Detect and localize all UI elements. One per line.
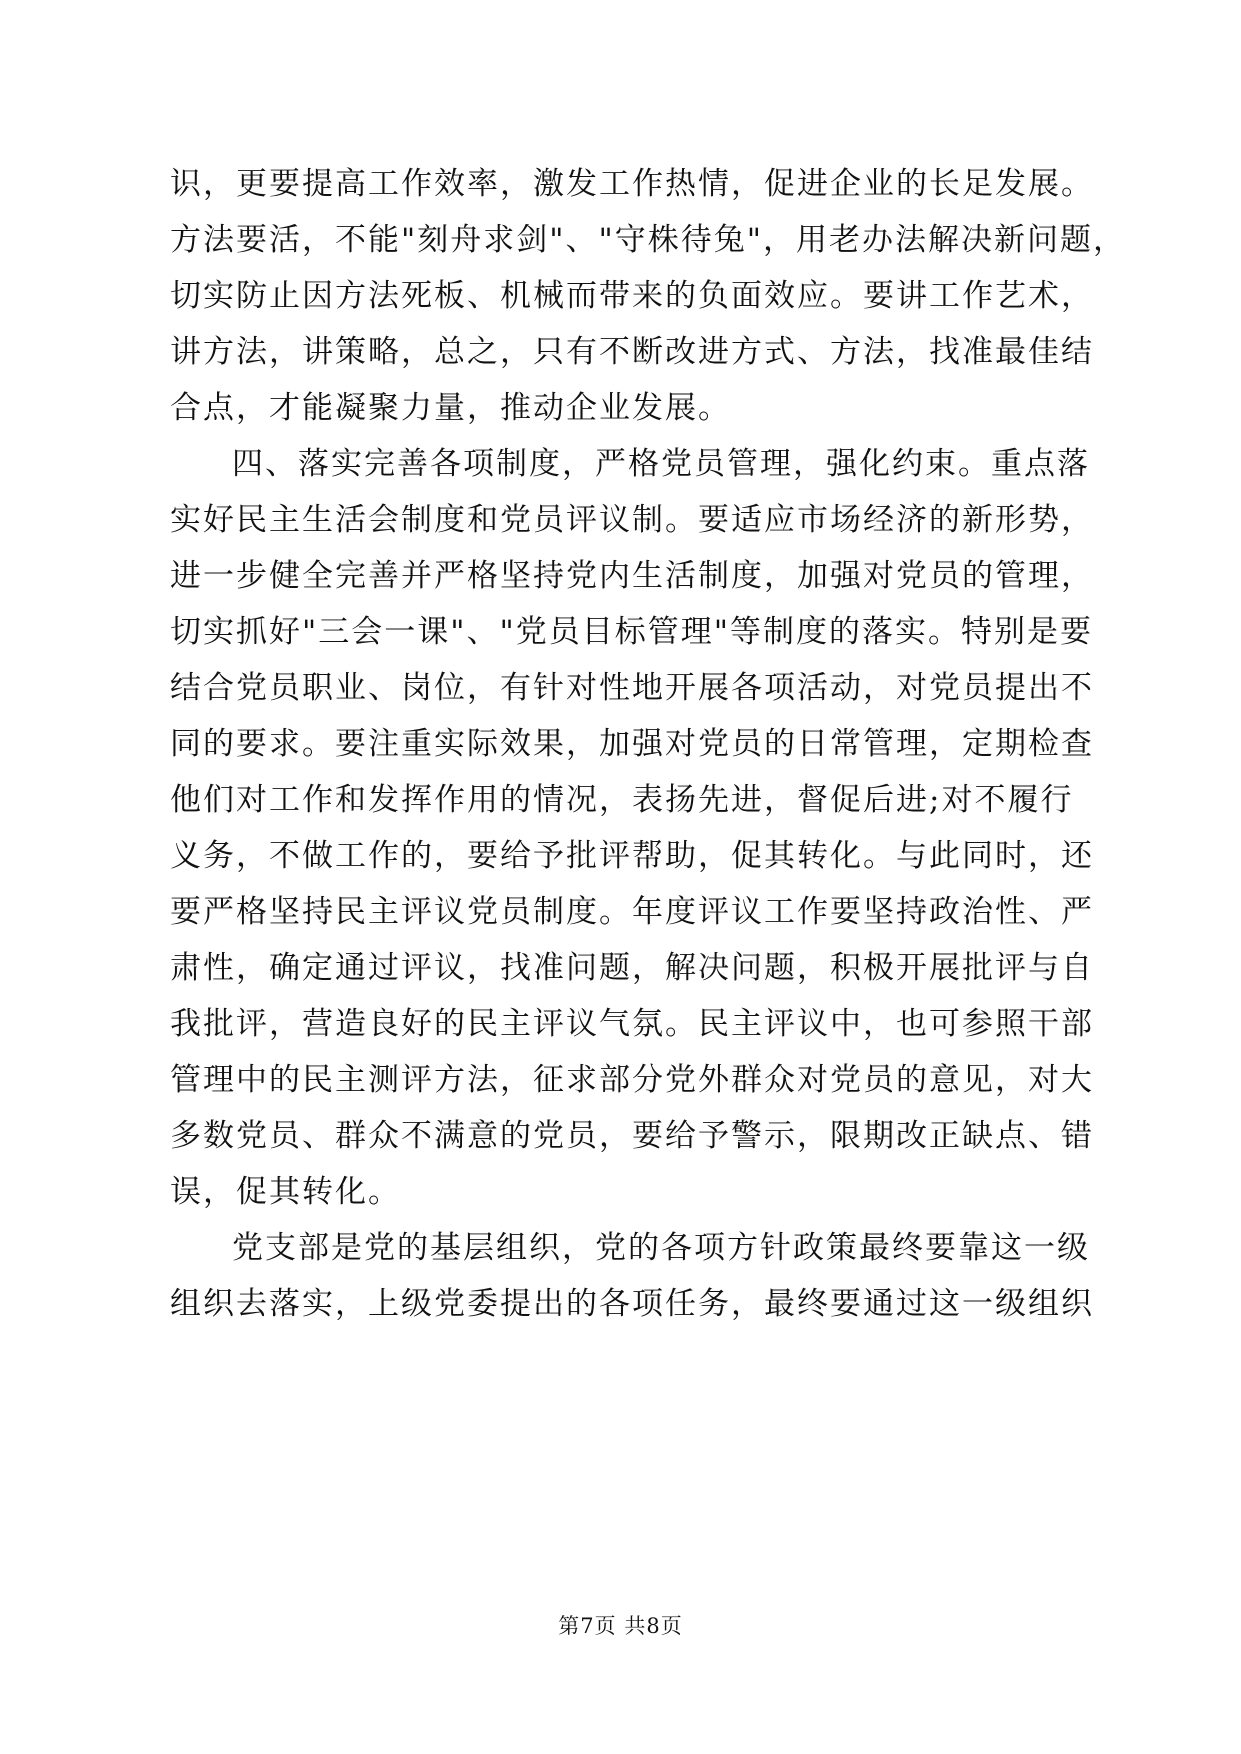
paragraph-start-line: 四、落实完善各项制度，严格党员管理，强化约束。重点落: [232, 446, 1090, 482]
text-line: 识，更要提高工作效率，激发工作热情，促进企业的长足发展。: [170, 166, 1094, 202]
page-number-footer: 第7页 共8页: [558, 1614, 683, 1638]
text-line: 合点，才能凝聚力量，推动企业发展。: [170, 390, 731, 426]
text-line: 要严格坚持民主评议党员制度。年度评议工作要坚持政治性、严: [170, 894, 1094, 930]
text-line: 进一步健全完善并严格坚持党内生活制度，加强对党员的管理，: [170, 558, 1094, 594]
text-line: 义务，不做工作的，要给予批评帮助，促其转化。与此同时，还: [170, 838, 1094, 874]
text-line: 方法要活，不能"刻舟求剑"、"守株待兔"，用老办法解决新问题，: [170, 222, 1127, 258]
text-line: 误，促其转化。: [170, 1174, 401, 1210]
text-line: 肃性，确定通过评议，找准问题，解决问题，积极开展批评与自: [170, 950, 1094, 986]
text-line: 切实抓好"三会一课"、"党员目标管理"等制度的落实。特别是要: [170, 614, 1094, 650]
text-line: 同的要求。要注重实际效果，加强对党员的日常管理，定期检查: [170, 726, 1094, 762]
text-line: 实好民主生活会制度和党员评议制。要适应市场经济的新形势，: [170, 502, 1094, 538]
text-line: 管理中的民主测评方法，征求部分党外群众对党员的意见，对大: [170, 1062, 1094, 1098]
paragraph-start-line: 党支部是党的基层组织，党的各项方针政策最终要靠这一级: [232, 1230, 1090, 1266]
text-line: 多数党员、群众不满意的党员，要给予警示，限期改正缺点、错: [170, 1118, 1094, 1154]
text-line: 我批评，营造良好的民主评议气氛。民主评议中，也可参照干部: [170, 1006, 1094, 1042]
text-line: 讲方法，讲策略，总之，只有不断改进方式、方法，找准最佳结: [170, 334, 1094, 370]
text-line: 组织去落实，上级党委提出的各项任务，最终要通过这一级组织: [170, 1286, 1094, 1322]
text-line: 切实防止因方法死板、机械而带来的负面效应。要讲工作艺术，: [170, 278, 1094, 314]
text-line: 结合党员职业、岗位，有针对性地开展各项活动，对党员提出不: [170, 670, 1094, 706]
text-line: 他们对工作和发挥作用的情况，表扬先进，督促后进;对不履行: [170, 782, 1074, 818]
